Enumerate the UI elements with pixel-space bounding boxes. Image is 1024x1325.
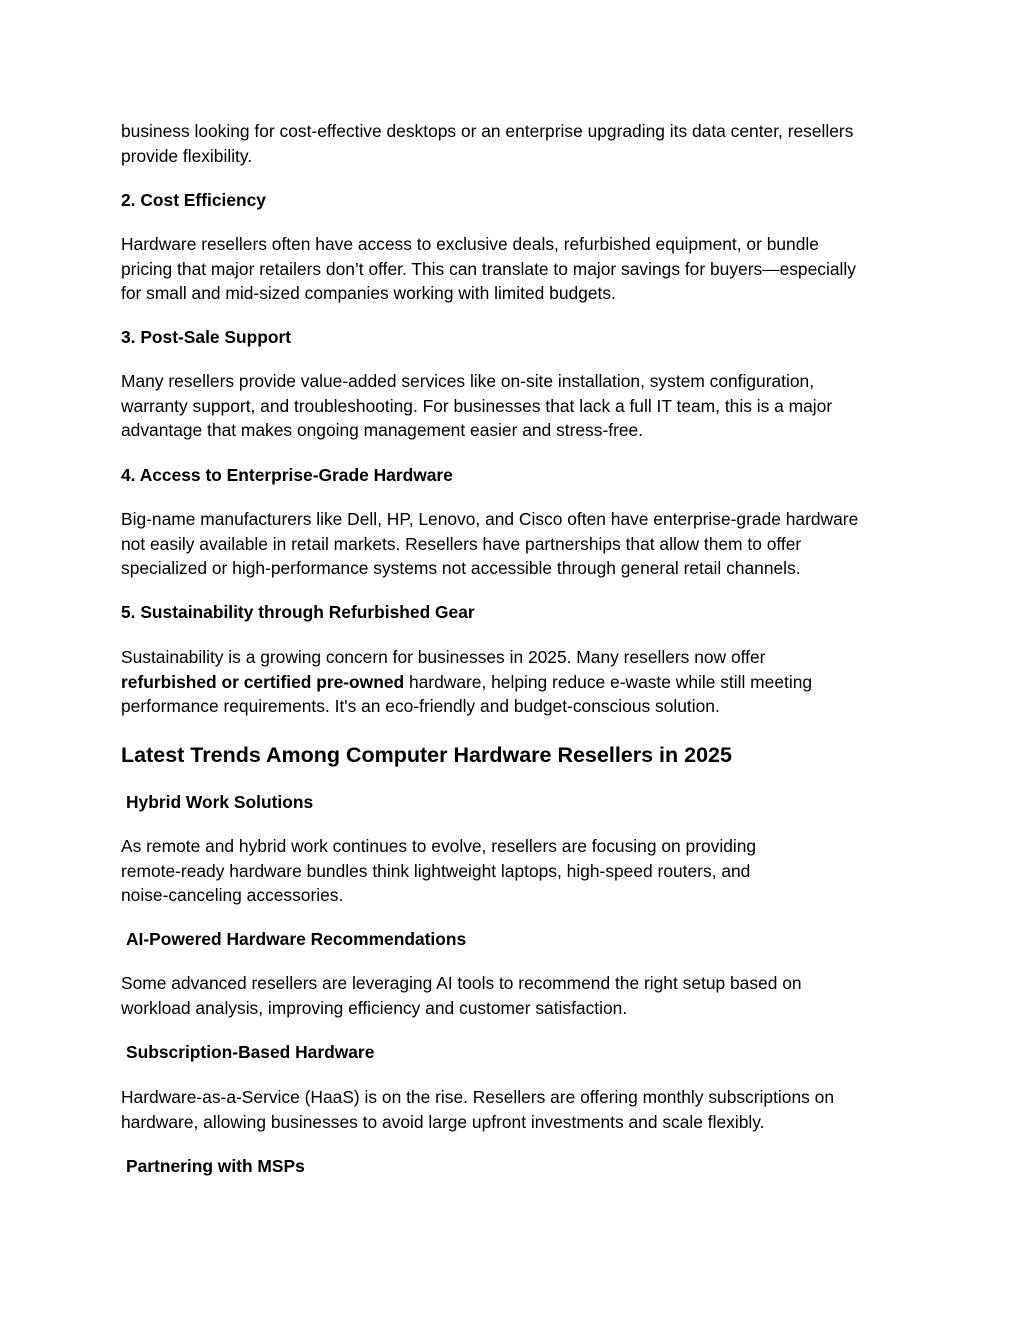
text-line: Some advanced resellers are leveraging AI tools to recommend the right setup based on	[121, 973, 802, 993]
trends-title: Latest Trends Among Computer Hardware Resellers in 2025	[121, 743, 732, 767]
text-line: business looking for cost-effective desktops or an enterprise upgrading its data center, resellers	[121, 121, 854, 141]
trend-paragraph-hybrid-work	[121, 834, 911, 908]
section-paragraph-enterprise-hardware	[121, 507, 911, 581]
section-paragraph-cost-efficiency	[121, 232, 911, 306]
text-line: remote-ready hardware bundles think lightweight laptops, high-speed routers, and	[121, 860, 751, 881]
text-line: Sustainability is a growing concern for businesses in 2025. Many resellers now offer	[121, 647, 766, 667]
text-line: not easily available in retail markets. Resellers have partnerships that allow them to offer	[121, 533, 802, 554]
trend-paragraph-ai-recommendations	[121, 971, 911, 1020]
bold-phrase: refurbished or certified pre-owned	[121, 671, 405, 692]
text-line: specialized or high-performance systems not accessible through general retail channels.	[121, 558, 801, 578]
text-fragment: hardware, helping reduce e-waste while still meeting	[404, 671, 813, 692]
trend-heading-hybrid-work: Hybrid Work Solutions	[126, 792, 314, 812]
trend-heading-partnering-msps: Partnering with MSPs	[126, 1156, 305, 1176]
text-line: As remote and hybrid work continues to evolve, resellers are focusing on providing	[121, 836, 757, 856]
section-heading-cost-efficiency: 2. Cost Efficiency	[121, 190, 266, 210]
trend-paragraph-subscription-hardware	[121, 1085, 911, 1134]
text-line: performance requirements. It's an eco-friendly and budget-conscious solution.	[121, 696, 720, 716]
section-paragraph-sustainability	[121, 645, 911, 719]
text-line	[121, 670, 911, 695]
intro-paragraph	[121, 119, 911, 168]
text-line: provide flexibility.	[121, 145, 253, 166]
text-line: Hardware-as-a-Service (HaaS) is on the rise. Resellers are offering monthly subscriptions on	[121, 1087, 834, 1107]
trend-heading-subscription-hardware: Subscription-Based Hardware	[126, 1042, 375, 1062]
text-line: pricing that major retailers don’t offer. This can translate to major savings for buyers—especially	[121, 258, 856, 279]
section-heading-post-sale-support: 3. Post-Sale Support	[121, 327, 292, 347]
section-paragraph-post-sale-support	[121, 369, 911, 443]
text-line: hardware, allowing businesses to avoid large upfront investments and scale flexibly.	[121, 1111, 765, 1132]
section-heading-sustainability: 5. Sustainability through Refurbished Gear	[121, 602, 475, 622]
text-line: Hardware resellers often have access to exclusive deals, refurbished equipment, or bundle	[121, 234, 819, 254]
text-line: for small and mid-sized companies working with limited budgets.	[121, 283, 616, 303]
text-line: Big-name manufacturers like Dell, HP, Lenovo, and Cisco often have enterprise-grade hardware	[121, 509, 859, 529]
text-line: advantage that makes ongoing management easier and stress-free.	[121, 420, 644, 440]
text-line: noise-canceling accessories.	[121, 885, 344, 905]
text-line: Many resellers provide value-added services like on-site installation, system configuration,	[121, 371, 815, 391]
trend-heading-ai-recommendations: AI-Powered Hardware Recommendations	[126, 929, 467, 949]
text-line: workload analysis, improving efficiency and customer satisfaction.	[121, 997, 628, 1018]
section-heading-enterprise-hardware: 4. Access to Enterprise-Grade Hardware	[121, 465, 453, 485]
text-line: warranty support, and troubleshooting. For businesses that lack a full IT team, this is a major	[121, 395, 833, 416]
